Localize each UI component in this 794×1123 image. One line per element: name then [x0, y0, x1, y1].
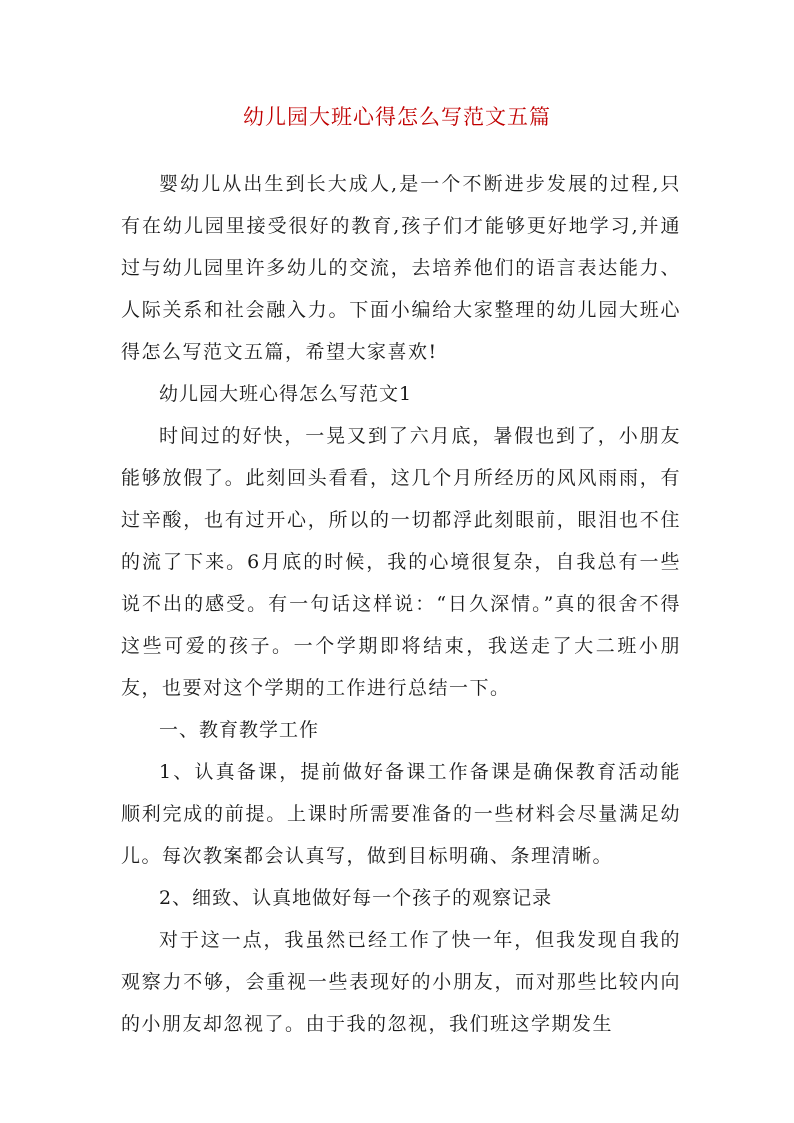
intro-paragraph: 婴幼儿从出生到长大成人,是一个不断进步发展的过程,只有在幼儿园里接受很好的教育,孩子们才能够更好地学习,并通过与幼儿园里许多幼儿的交流，去培养他们的语言表达能力、人际关系和社会融入力。下面小编给大家整理的幼儿园大班心得怎么写范文五篇，希望大家喜欢!: [121, 173, 681, 363]
subsection-heading: 一、教育教学工作: [159, 719, 320, 741]
subsection-heading: 2、细致、认真地做好每一个孩子的观察记录: [159, 887, 553, 909]
document-body: [121, 163, 681, 1045]
body-paragraph: 时间过的好快，一晃又到了六月底，暑假也到了，小朋友能够放假了。此刻回头看看，这几个月所经历的风风雨雨，有过辛酸，也有过开心，所以的一切都浮此刻眼前，眼泪也不住的流了下来。6月底的时候，我的心境很复杂，自我总有一些说不出的感受。有一句话这样说：“日久深情。”真的很舍不得这些可爱的孩子。一个学期即将结束，我送走了大二班小朋友，也要对这个学期的工作进行总结一下。: [121, 425, 681, 699]
section-heading: 幼儿园大班心得怎么写范文1: [159, 383, 413, 405]
body-paragraph: 1、认真备课，提前做好备课工作备课是确保教育活动能顺利完成的前提。上课时所需要准备的一些材料会尽量满足幼儿。每次教案都会认真写，做到目标明确、条理清晰。: [121, 761, 681, 867]
body-paragraph: 对于这一点，我虽然已经工作了快一年，但我发现自我的观察力不够，会重视一些表现好的小朋友，而对那些比较内向的小朋友却忽视了。由于我的忽视，我们班这学期发生: [121, 929, 681, 1035]
document-title: 幼儿园大班心得怎么写范文五篇: [243, 105, 551, 129]
